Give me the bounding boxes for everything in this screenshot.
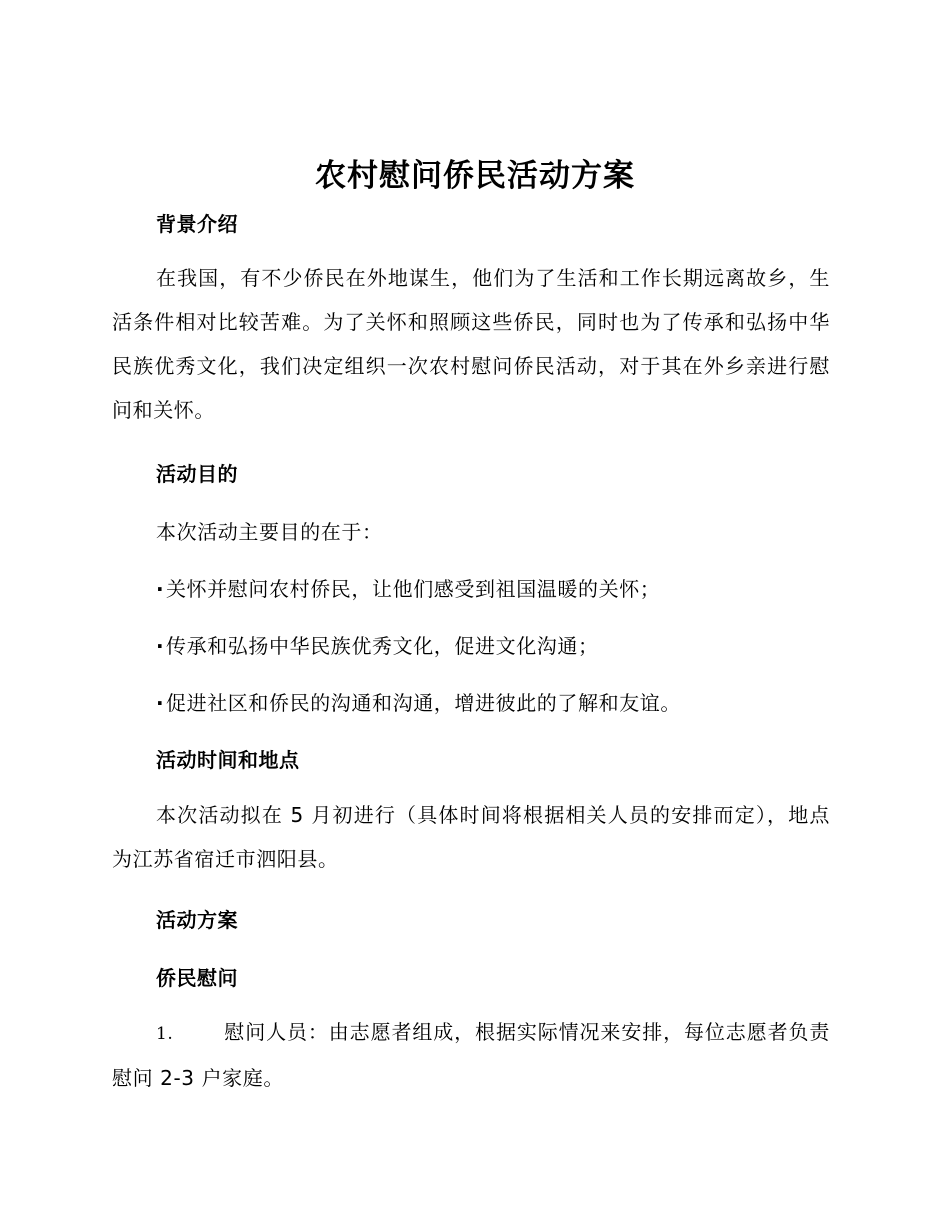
purpose-bullet-text: 促进社区和侨民的沟通和沟通，增进彼此的了解和友谊。: [166, 691, 681, 715]
purpose-intro: 本次活动主要目的在于：: [156, 520, 383, 544]
section-heading-background: 背景介绍: [156, 212, 238, 236]
time-place-paragraph: 本次活动拟在 5 月初进行（具体时间将根据相关人员的安排而定），地点为江苏省宿迁市泗阳县。: [112, 803, 830, 871]
visit-item-text: 慰问人员：由志愿者组成，根据实际情况来安排，每位志愿者负责慰问 2-3 户家庭。: [112, 1020, 830, 1090]
section-heading-plan: 活动方案: [156, 908, 238, 932]
section-heading-purpose: 活动目的: [156, 462, 238, 486]
document-title: 农村慰问侨民活动方案: [315, 158, 635, 194]
section-heading-time-place: 活动时间和地点: [156, 748, 300, 772]
purpose-bullet-item: [156, 687, 681, 716]
purpose-bullet-item: [156, 573, 660, 602]
item-number: 1.: [156, 1024, 174, 1044]
section-heading-visit: 侨民慰问: [156, 966, 238, 990]
background-paragraph: 在我国，有不少侨民在外地谋生，他们为了生活和工作长期远离故乡，生活条件相对比较苦难。为了关怀和照顾这些侨民，同时也为了传承和弘扬中华民族优秀文化，我们决定组织一次农村慰问侨民活动，对于其在外乡亲进行慰问和关怀。: [112, 266, 830, 422]
visit-numbered-item: [112, 1010, 830, 1100]
bullet-dot-icon: ·: [156, 634, 165, 658]
bullet-dot-icon: ·: [156, 691, 165, 715]
purpose-bullet-item: [156, 630, 599, 659]
purpose-bullet-text: 传承和弘扬中华民族优秀文化，促进文化沟通；: [166, 634, 599, 658]
bullet-dot-icon: ·: [156, 577, 165, 601]
purpose-bullet-text: 关怀并慰问农村侨民，让他们感受到祖国温暖的关怀；: [166, 577, 661, 601]
